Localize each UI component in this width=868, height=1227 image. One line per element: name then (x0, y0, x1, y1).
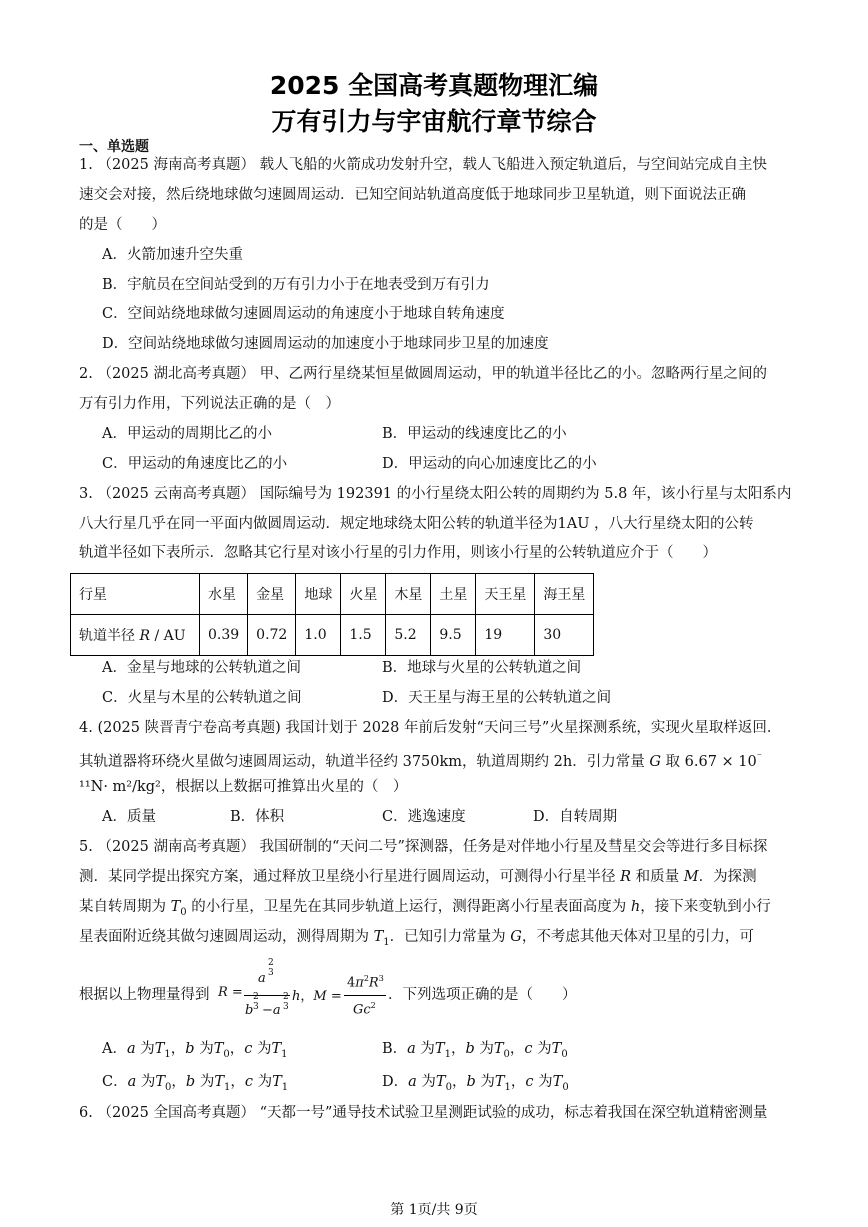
q5-subscript: 0 (223, 1048, 230, 1060)
q5-var-t: T (214, 1074, 224, 1090)
q2-option-b: B．甲运动的线速度比乙的小 (382, 426, 567, 442)
q5-option-label: D． (382, 1074, 409, 1090)
q1-option-c: C．空间站绕地球做匀速圆周运动的角速度小于地球自转角速度 (102, 306, 505, 322)
table-header-cell: 行星 (71, 574, 200, 615)
table-cell: 19 (476, 615, 535, 656)
q2-option-d: D．甲运动的向心加速度比乙的小 (382, 456, 597, 472)
q5-option-label: C． (102, 1074, 128, 1090)
q5-stem-line (79, 867, 757, 887)
q2-option-c: C．甲运动的角速度比乙的小 (102, 456, 288, 472)
q5-option-c: C．a 为$T_0$，b 为$T_1$，c 为$T_1$ (102, 1074, 289, 1093)
table-cell: 金星 (248, 574, 296, 615)
q3-stem-line: 轨道半径如下表所示．忽略其它行星对该小行星的引力作用，则该小行星的公转轨道应介于（ ） (79, 545, 717, 561)
q2-option-a: A．甲运动的周期比乙的小 (102, 426, 272, 442)
q3-option-d: D．天王星与海王星的公转轨道之间 (382, 690, 612, 706)
q1-stem-line: 的是（ ） (79, 217, 166, 233)
q5-text: 星表面附近绕其做匀速圆周运动，测得周期为 (79, 929, 374, 945)
table-cell: 天王星 (476, 574, 535, 615)
table-header-cell (71, 615, 200, 656)
q5-text: 为 (140, 1074, 156, 1090)
q5-var-t: T (551, 1041, 562, 1057)
q5-subscript: 0 (180, 906, 187, 918)
q4-option-b: B．体积 (230, 809, 285, 825)
table-row (71, 574, 594, 615)
q5-var-t: T (154, 1041, 165, 1057)
page-number: 第 1页/共 9页 (390, 1202, 478, 1218)
q5-text: ．为探测 (698, 869, 757, 885)
q5-text: ，接下来变轨到小行 (640, 899, 771, 915)
q5-option-b: B．a 为$T_1$，b 为$T_0$，c 为$T_0$ (382, 1041, 568, 1060)
q5-stem-line (79, 927, 754, 953)
table-cell: 木星 (386, 574, 431, 615)
q5-var-m: M (683, 869, 699, 885)
table-header-var: R (139, 628, 150, 644)
table-cell: 水星 (200, 574, 248, 615)
section-heading: 一、单选题 (79, 139, 149, 155)
q2-stem-line: 万有引力作用，下列说法正确的是（ ） (79, 396, 340, 412)
q5-subscript: 1 (444, 1048, 451, 1060)
q5-subscript: 0 (165, 1081, 172, 1093)
q5-text: 的小行星，卫星先在其同步轨道上运行，测得距离小行星表面高度为 (186, 899, 631, 915)
document-subtitle: 万有引力与宇宙航行章节综合 (271, 107, 597, 136)
q5-var-t: T (435, 1074, 446, 1090)
q3-option-b: B．地球与火星的公转轨道之间 (382, 660, 582, 676)
q5-var-t: T (155, 1074, 166, 1090)
q4-exponent-sign: ⁻ (756, 752, 763, 763)
q5-var-g: G (510, 929, 522, 945)
q5-text: ，不考虑其他天体对卫星的引力，可 (521, 929, 754, 945)
q5-subscript: 1 (281, 1081, 289, 1093)
q5-text: 为 (199, 1074, 215, 1090)
q4-stem-line: 4. (2025 陕晋青宁卷高考真题) 我国计划于 2028 年前后发射“天问三号”火星探测系统，实现火星取样返回． (79, 720, 782, 736)
q1-option-a: A．火箭加速升空失重 (102, 247, 243, 263)
q5-var-h: h (630, 899, 641, 915)
document-title: 2025 全国高考真题物理汇编 (269, 71, 599, 100)
table-header-text: 轨道半径 (79, 628, 140, 644)
q5-subscript: 1 (281, 1048, 288, 1060)
q5-var-t: T (272, 1074, 282, 1090)
q4-var-g: G (649, 753, 661, 770)
q5-var-t0: T (170, 899, 181, 915)
table-cell: 1.5 (341, 615, 386, 656)
q5-stem-line: 根据以上物理量得到 (79, 987, 210, 1003)
q5-text: ．已知引力常量为 (389, 929, 511, 945)
q5-subscript: 0 (561, 1048, 568, 1060)
q5-var-t: T (434, 1041, 445, 1057)
q5-var-t1: T (373, 929, 384, 945)
q5-var-t: T (213, 1041, 224, 1057)
q5-text: 为 (421, 1074, 436, 1090)
q6-stem-line: 6. （2025 全国高考真题） “天都一号”通导技术试验卫星测距试验的成功，标志着我国在深空轨道精密测量 (79, 1105, 768, 1121)
q5-text: 和质量 (631, 869, 684, 885)
q5-subscript: 1 (504, 1081, 511, 1093)
q5-text: 为 (257, 1074, 273, 1090)
q4-text: 其轨道器将环绕火星做匀速圆周运动，轨道半径约 3750km，轨道周期约 2h．引力常量 (79, 753, 650, 770)
table-cell: 地球 (296, 574, 341, 615)
orbit-radius-table (70, 573, 594, 656)
q5-text: 某自转周期为 (79, 899, 171, 915)
q4-stem-line: ¹¹N· m²/kg²，根据以上数据可推算出火星的（ ） (79, 779, 408, 795)
q5-text: 为 (199, 1041, 214, 1057)
table-cell: 土星 (431, 574, 476, 615)
q1-stem-line: 速交会对接，然后绕地球做匀速圆周运动．已知空间站轨道高度低于地球同步卫星轨道，则下面说法正确 (79, 187, 746, 203)
q3-option-a: A．金星与地球的公转轨道之间 (102, 660, 301, 676)
q5-var-t: T (494, 1074, 505, 1090)
q5-option-label: B． (382, 1041, 408, 1057)
q5-text: 为 (420, 1041, 435, 1057)
q5-subscript: 1 (383, 936, 390, 948)
q5-var-t: T (552, 1074, 563, 1090)
q4-option-c: C．逃逸速度 (382, 809, 466, 825)
table-cell: 海王星 (535, 574, 594, 615)
q5-text: 为 (140, 1041, 155, 1057)
q5-text: 为 (480, 1074, 495, 1090)
table-cell: 0.72 (248, 615, 296, 656)
q5-text: 为 (537, 1041, 552, 1057)
q3-option-c: C．火星与木星的公转轨道之间 (102, 690, 302, 706)
q5-var-t: T (493, 1041, 504, 1057)
q5-option-d: D．a 为$T_0$，b 为$T_1$，c 为$T_0$ (382, 1074, 569, 1093)
table-cell: 火星 (341, 574, 386, 615)
q1-stem-line: 1. （2025 海南高考真题） 载人飞船的火箭成功发射升空，载人飞船进入预定轨道后，与空间站完成自主快 (79, 157, 768, 173)
table-cell: 0.39 (200, 615, 248, 656)
q5-stem-line: 5. （2025 湖南高考真题） 我国研制的“天问二号”探测器，任务是对伴地小行星及彗星交会等进行多目标探 (79, 839, 768, 855)
q5-option-label: A． (102, 1041, 127, 1057)
q5-text: 为 (256, 1041, 272, 1057)
q5-var-r: R (620, 869, 632, 885)
q1-option-d: D．空间站绕地球做匀速圆周运动的加速度小于地球同步卫星的加速度 (102, 336, 549, 352)
q5-text: 为 (479, 1041, 494, 1057)
q2-stem-line: 2. （2025 湖北高考真题） 甲、乙两行星绕某恒星做圆周运动，甲的轨道半径比乙的小。忽略两行星之间的 (79, 366, 768, 382)
q5-option-a: A．a 为$T_1$，b 为$T_0$，c 为$T_1$ (102, 1041, 288, 1060)
q5-subscript: 1 (224, 1081, 231, 1093)
q4-text: 取 6.67 × 10 (660, 753, 757, 770)
table-cell: 1.0 (296, 615, 341, 656)
q5-subscript: 0 (445, 1081, 452, 1093)
table-header-unit: / AU (150, 628, 186, 644)
q5-subscript: 0 (503, 1048, 510, 1060)
q5-stem-line (79, 897, 771, 923)
q4-stem-line (79, 748, 762, 772)
q3-stem-line: 八大行星几乎在同一平面内做圆周运动．规定地球绕太阳公转的轨道半径为1AU ，八大行星绕太阳的公转 (79, 516, 754, 532)
q5-subscript: 0 (562, 1081, 569, 1093)
q5-var-t: T (271, 1041, 282, 1057)
q5-text: 为 (538, 1074, 553, 1090)
q4-option-d: D．自转周期 (533, 809, 618, 825)
table-row (71, 615, 594, 656)
q5-stem-line: ．下列选项正确的是（ ） (388, 987, 577, 1003)
q5-text: 测．某同学提出探究方案，通过释放卫星绕小行星进行圆周运动，可测得小行星半径 (79, 869, 621, 885)
q4-option-a: A．质量 (102, 809, 156, 825)
table-cell: 9.5 (431, 615, 476, 656)
table-cell: 30 (535, 615, 594, 656)
q3-stem-line: 3. （2025 云南高考真题） 国际编号为 192391 的小行星绕太阳公转的周期约为 5.8 年，该小行星与太阳系内 (79, 486, 792, 502)
q1-option-b: B．宇航员在空间站受到的万有引力小于在地表受到万有引力 (102, 277, 490, 293)
table-cell: 5.2 (386, 615, 431, 656)
q5-subscript: 1 (164, 1048, 171, 1060)
